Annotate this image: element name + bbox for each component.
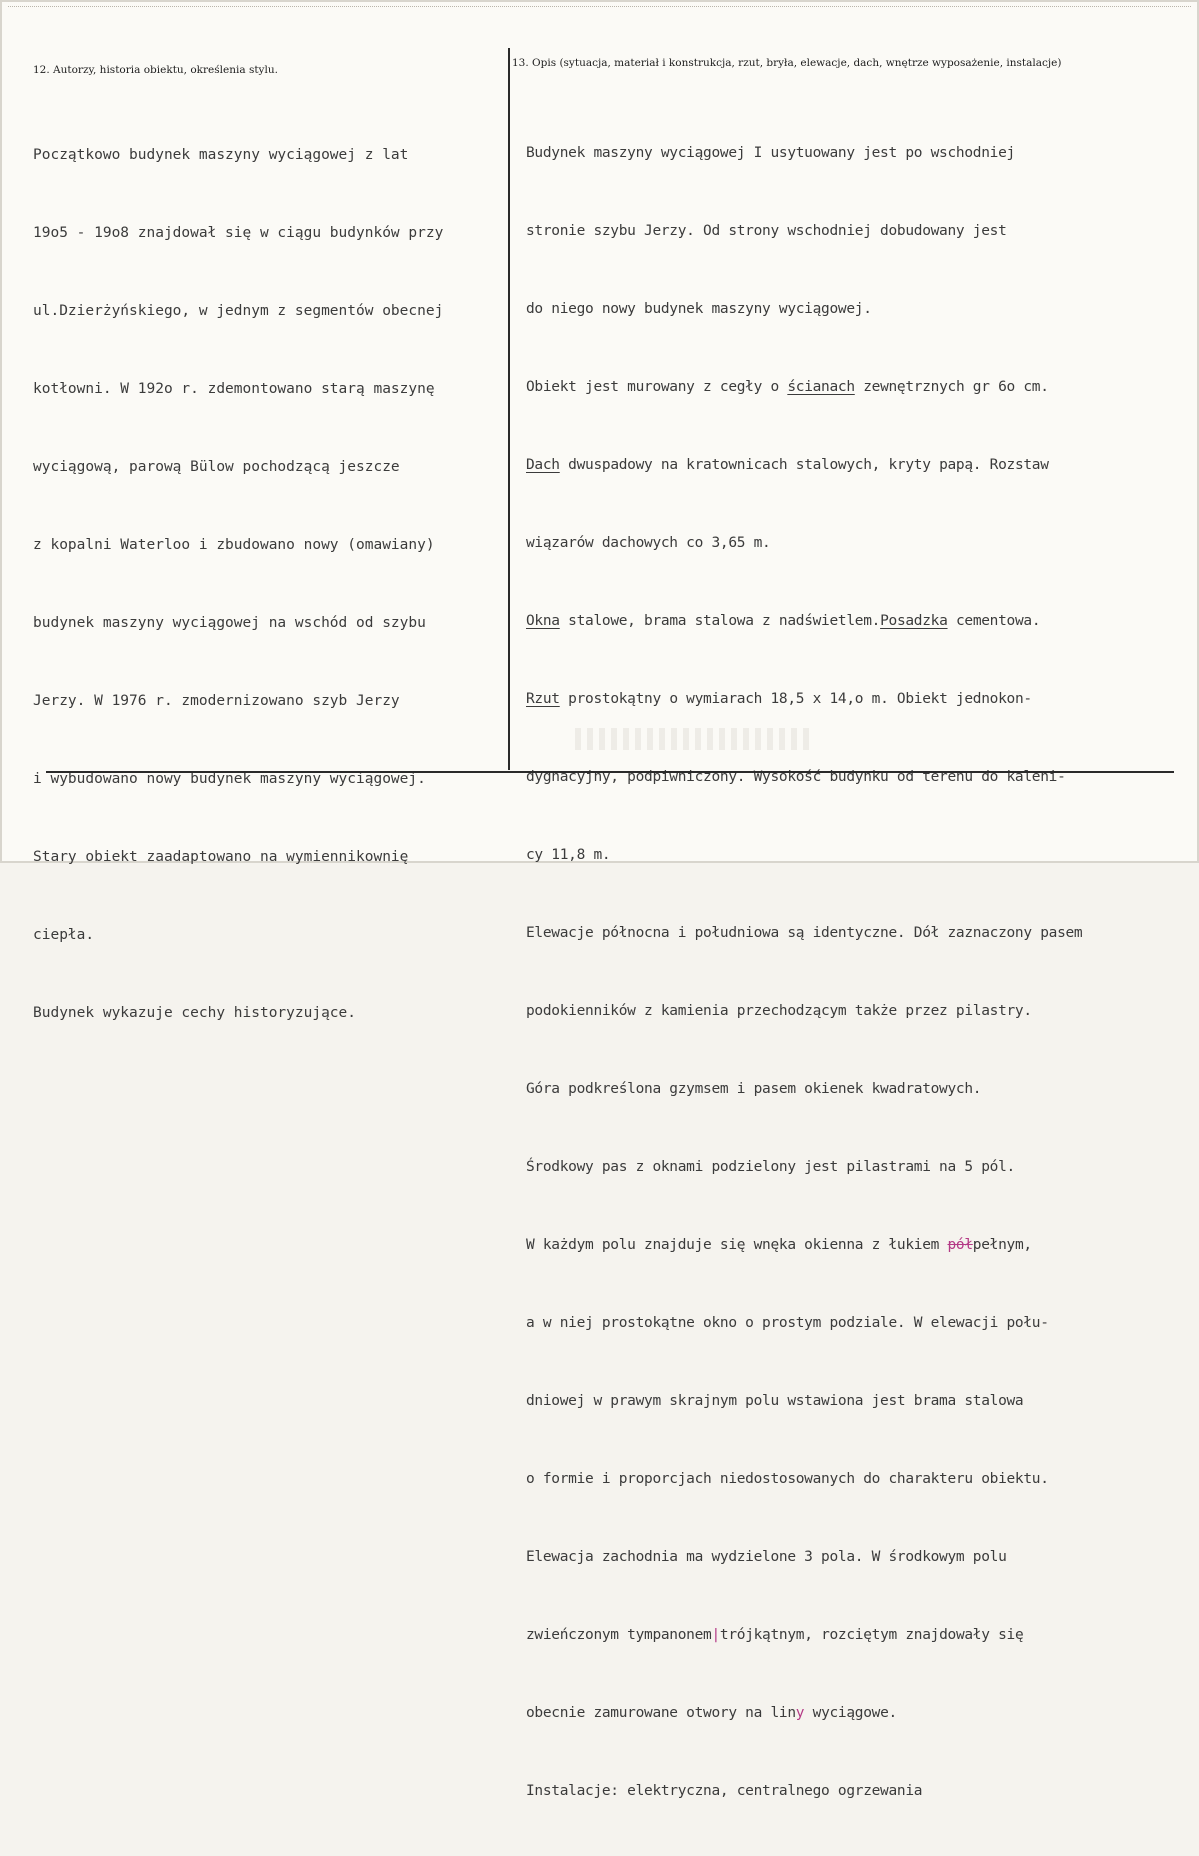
- correction-mark: |: [711, 1627, 720, 1643]
- text-segment: Obiekt jest murowany z cegły o: [526, 379, 788, 395]
- text-line: Stary obiekt zaadaptowano na wymiennikownię: [33, 849, 409, 865]
- text-line: kotłowni. W 192o r. zdemontowano starą maszynę: [33, 381, 435, 397]
- text-line: [526, 1700, 1082, 1726]
- text-line: [526, 608, 1082, 634]
- bottom-rule: [46, 771, 1174, 773]
- text-line: [526, 1232, 1082, 1258]
- text-line: wyciągową, parową Bülow pochodzącą jeszcze: [33, 459, 400, 475]
- text-line: Środkowy pas z oknami podzielony jest pilastrami na 5 pól.: [526, 1159, 1015, 1175]
- section-13-text: [526, 88, 1082, 1856]
- text-segment: W każdym polu znajduje się wnęka okienna z łukiem: [526, 1237, 948, 1253]
- text-line: ciepła.: [33, 927, 95, 943]
- text-segment: prostokątny o wymiarach 18,5 x 14,o m. Obiekt jednokon-: [559, 691, 1032, 707]
- text-line: i wybudowano nowy budynek maszyny wyciągowej.: [33, 771, 426, 787]
- text-line: Budynek maszyny wyciągowej I usytuowany jest po wschodniej: [526, 145, 1015, 161]
- text-line: 19o5 - 19o8 znajdował się w ciągu budynków przy: [33, 225, 444, 241]
- underlined-term: Rzut: [526, 691, 560, 707]
- text-line: Elewacja zachodnia ma wydzielone 3 pola. W środkowym polu: [526, 1549, 1007, 1565]
- text-line: a w niej prostokątne okno o prostym podziale. W elewacji połu-: [526, 1315, 1049, 1331]
- underlined-term: ścianach: [787, 379, 855, 395]
- text-line: Budynek wykazuje cechy historyzujące.: [33, 1005, 357, 1021]
- text-line: dygnacyjny, podpiwniczony. Wysokość budynku od terenu do kaleni-: [526, 769, 1066, 785]
- text-line: dniowej w prawym skrajnym polu wstawiona jest brama stalowa: [526, 1393, 1024, 1409]
- text-line: ul.Dzierżyńskiego, w jednym z segmentów obecnej: [33, 303, 444, 319]
- text-line: Instalacje: elektryczna, centralnego ogrzewania: [526, 1783, 923, 1799]
- text-line: cy 11,8 m.: [526, 847, 611, 863]
- text-line: Elewacje północna i południowa są identyczne. Dół zaznaczony pasem: [526, 925, 1083, 941]
- text-segment: dwuspadowy na kratownicach stalowych, kryty papą. Rozstaw: [559, 457, 1049, 473]
- text-line: [526, 1622, 1082, 1648]
- text-segment: zwieńczonym tympanonem: [526, 1627, 712, 1643]
- text-line: [526, 452, 1082, 478]
- text-line: Góra podkreślona gzymsem i pasem okienek kwadratowych.: [526, 1081, 982, 1097]
- text-line: stronie szybu Jerzy. Od strony wschodniej dobudowany jest: [526, 223, 1007, 239]
- corrected-letter: y: [795, 1705, 805, 1721]
- text-segment: zewnętrznych gr 6o cm.: [854, 379, 1049, 395]
- faint-stamp-mark: [575, 728, 815, 750]
- text-line: budynek maszyny wyciągowej na wschód od szybu: [33, 615, 426, 631]
- text-line: [526, 686, 1082, 712]
- text-segment: cementowa.: [947, 613, 1041, 629]
- text-line: o formie i proporcjach niedostosowanych do charakteru obiektu.: [526, 1471, 1049, 1487]
- text-segment: stalowe, brama stalowa z nadświetlem.: [559, 613, 881, 629]
- text-segment: pełnym,: [972, 1237, 1032, 1253]
- text-segment: wyciągowe.: [804, 1705, 897, 1721]
- section-12-header: 12. Autorzy, historia obiektu, określenia stylu.: [33, 64, 278, 76]
- column-divider: [508, 48, 510, 770]
- text-line: Jerzy. W 1976 r. zmodernizowano szyb Jerzy: [33, 693, 400, 709]
- text-segment: obecnie zamurowane otwory na lin: [526, 1705, 796, 1721]
- underlined-term: Posadzka: [880, 613, 948, 629]
- struck-text: pół: [947, 1237, 973, 1253]
- underlined-term: Okna: [526, 613, 560, 629]
- text-line: z kopalni Waterloo i zbudowano nowy (omawiany): [33, 537, 435, 553]
- text-segment: trójkątnym, rozciętym znajdowały się: [719, 1627, 1024, 1643]
- text-line: [526, 374, 1082, 400]
- underlined-term: Dach: [526, 457, 560, 473]
- text-line: wiązarów dachowych co 3,65 m.: [526, 535, 771, 551]
- text-line: Początkowo budynek maszyny wyciągowej z lat: [33, 147, 409, 163]
- top-edge-line: [8, 6, 1191, 7]
- text-line: podokienników z kamienia przechodzącym także przez pilastry.: [526, 1003, 1032, 1019]
- text-line: do niego nowy budynek maszyny wyciągowej.: [526, 301, 872, 317]
- section-12-text: [33, 90, 505, 1078]
- section-13-header: 13. Opis (sytuacja, materiał i konstrukcja, rzut, bryła, elewacje, dach, wnętrze wyposażenie, instalacje): [512, 57, 1062, 69]
